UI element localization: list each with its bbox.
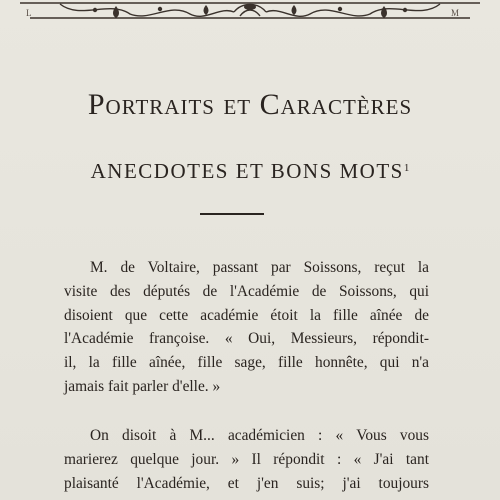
chapter-title: Portraits et Caractères [87, 88, 413, 121]
section-subtitle-text: ANECDOTES ET BONS MOTS [90, 159, 404, 183]
ornament-letter-left: L [26, 8, 32, 18]
footnote-marker: 1 [403, 162, 410, 174]
text-line: plaisanté l'Académie, et j'en suis; j'ai toujours [64, 474, 429, 492]
ornament-letter-right: M [451, 8, 460, 18]
title-divider-rule [200, 213, 264, 215]
text-line: marierez quelque jour. » Il répondit : « J'ai tant [64, 450, 429, 468]
text-line: On disoit à M... académicien : « Vous vous [90, 427, 429, 444]
text-line: visite des députés de l'Académie de Soissons, qui [64, 282, 429, 300]
paragraph-1 [64, 256, 429, 399]
paragraph-2 [64, 424, 429, 495]
text-line: jamais fait parler d'elle. » [64, 377, 221, 395]
text-line: il, la fille aînée, fille sage, fille honnête, qui n'a [64, 354, 429, 372]
decorative-header-ornament [20, 0, 480, 22]
text-line: disoient que cette académie étoit la fille aînée de [64, 306, 429, 324]
section-subtitle [0, 159, 500, 184]
text-line: M. de Voltaire, passant par Soissons, reçut la [90, 259, 429, 276]
text-line: l'Académie françoise. « Oui, Messieurs, répondit- [64, 330, 429, 348]
